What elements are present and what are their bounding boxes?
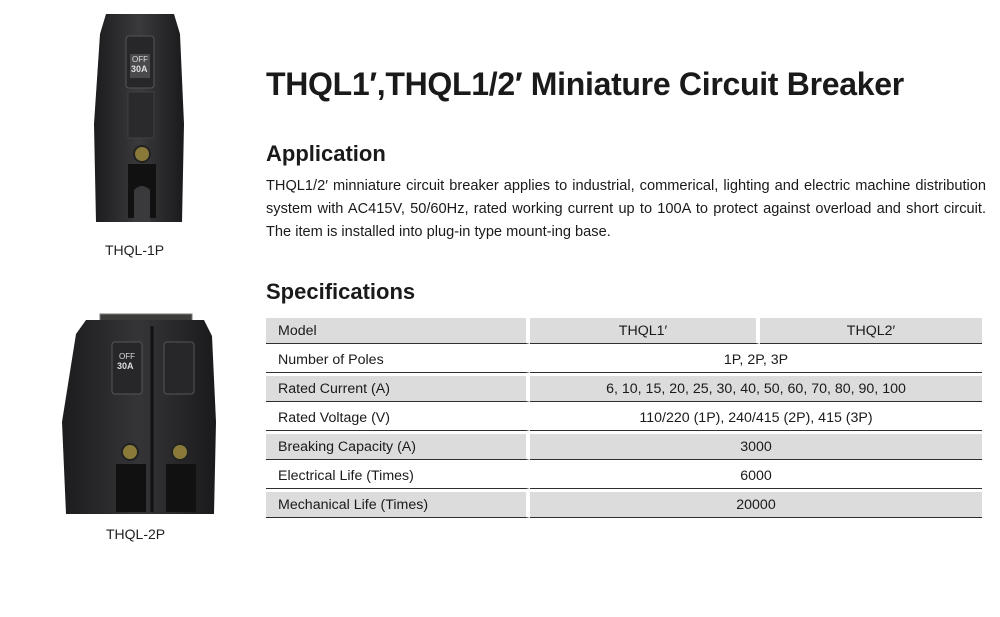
header-thql1: THQL1′ [530, 318, 760, 344]
application-text: THQL1/2′ minniature circuit breaker applies to industrial, commerical, lighting and electric machine distribution system with AC415V, 50/60Hz, rated working current up to 100A to protect against overload and short circuit. The item is installed into plug-in type mount-ing base. [266, 178, 986, 240]
breaker-1p-image [92, 14, 187, 226]
table-row [266, 376, 982, 402]
table-row [266, 434, 982, 460]
row-value: 6000 [530, 463, 982, 489]
product-caption-2p: THQL-2P [106, 526, 166, 542]
row-label: Mechanical Life (Times) [266, 492, 530, 518]
row-label: Rated Voltage (V) [266, 405, 530, 431]
breaker-1p-amp-label: 30A [131, 64, 148, 74]
row-label: Number of Poles [266, 347, 530, 373]
table-header-row [266, 318, 982, 344]
table-row [266, 463, 982, 489]
row-value: 1P, 2P, 3P [530, 347, 982, 373]
breaker-2p-off-label: OFF [119, 352, 135, 361]
header-model-label: Model [266, 318, 530, 344]
breaker-2p-amp-label: 30A [117, 361, 134, 371]
product-caption-1p: THQL-1P [105, 242, 165, 258]
table-row [266, 492, 982, 518]
table-row [266, 405, 982, 431]
table-row [266, 347, 982, 373]
application-heading: Application [266, 141, 386, 166]
row-value: 110/220 (1P), 240/415 (2P), 415 (3P) [530, 405, 982, 431]
row-value: 3000 [530, 434, 982, 460]
breaker-2p-image [60, 312, 220, 517]
row-value: 6, 10, 15, 20, 25, 30, 40, 50, 60, 70, 80, 90, 100 [530, 376, 982, 402]
row-label: Electrical Life (Times) [266, 463, 530, 489]
row-value: 20000 [530, 492, 982, 518]
header-thql2: THQL2′ [760, 318, 982, 344]
row-label: Rated Current (A) [266, 376, 530, 402]
specifications-table [266, 315, 982, 521]
breaker-1p-off-label: OFF [132, 55, 148, 64]
specifications-heading: Specifications [266, 279, 416, 304]
page-title: THQL1′,THQL1/2′ Miniature Circuit Breaker [266, 66, 904, 102]
row-label: Breaking Capacity (A) [266, 434, 530, 460]
